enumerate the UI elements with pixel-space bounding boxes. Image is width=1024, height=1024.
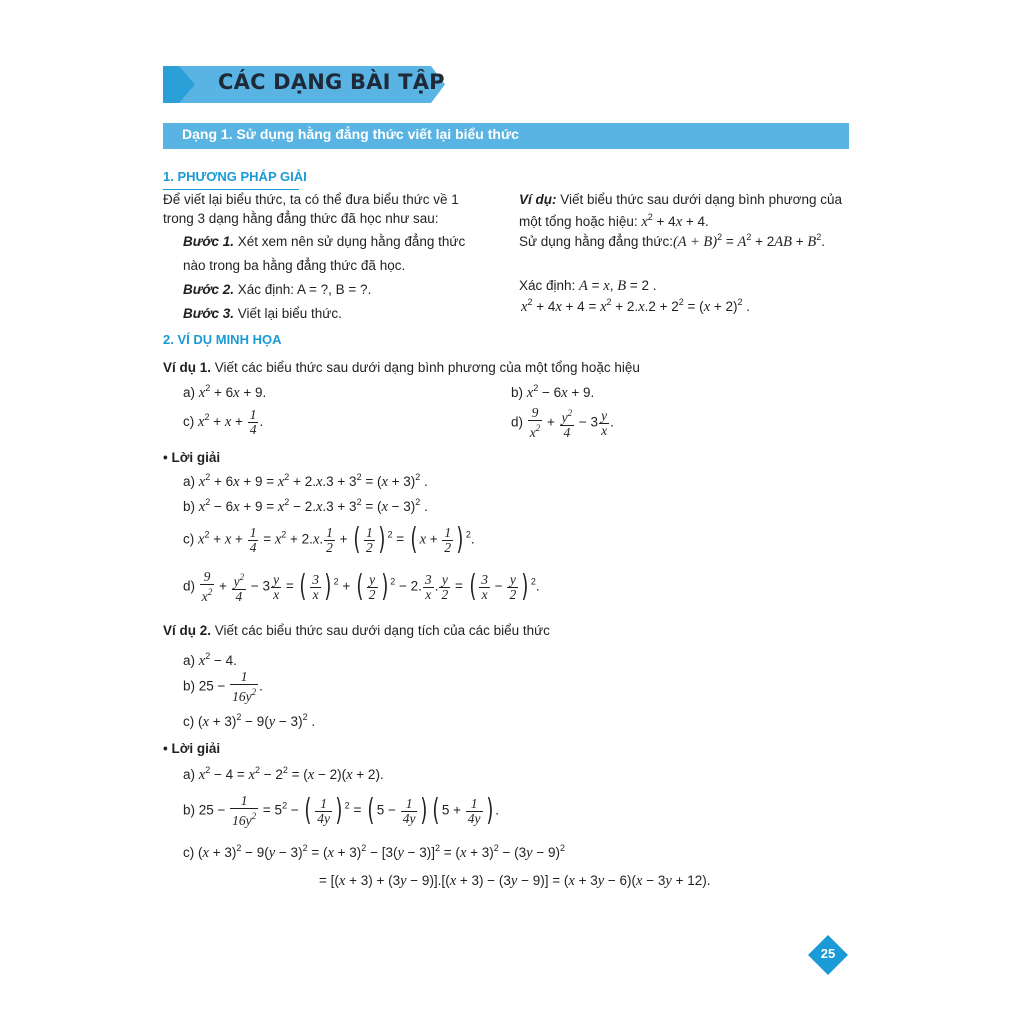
loi-giai-1: • Lời giải bbox=[163, 450, 221, 465]
sol1-d: d) $\frac{9}{x^2}$ + $\frac{y^2}{4}$ − 3 $\frac{y}{x}$ = ( $\frac{3}{x}$ ) $^2$ + ( $\frac{y}{2}$ ) $^2$ − 2. $\frac{3}{x}$ . $\frac{y}{2}$ = ( $\frac{3}{x}$ − $\frac{y}{2}$ ) $^2$. bbox=[183, 569, 540, 604]
example-line3: Sử dụng hằng đẳng thức:(A + $B)^2 = A^2 + 2AB + B^2$. bbox=[519, 232, 826, 250]
dang-title: Dạng 1. Sử dụng hằng đẳng thức viết lại biểu thức bbox=[182, 126, 519, 142]
section2-heading: 2. VÍ DỤ MINH HỌA bbox=[163, 332, 282, 347]
example-text4: Xác định: bbox=[519, 278, 580, 293]
banner-title: CÁC DẠNG BÀI TẬP bbox=[218, 70, 445, 94]
step3 bbox=[183, 306, 342, 321]
vd2-b: b) 25 − $\frac{1}{16y^2}$ . bbox=[183, 669, 263, 704]
step1-label: Bước 1. bbox=[183, 234, 234, 249]
sol2-b: b) 25 − $\frac{1}{16y^2}$ = $5^2$ − ( $\frac{1}{4y}$ ) $^2$ = ( 5 − $\frac{1}{4y}$ ) ( 5 + $\frac{1}{4y}$ ) . bbox=[183, 793, 500, 828]
vd2-c: c) $(x + 3)^2 - 9(y - 3)^2$ . bbox=[183, 712, 316, 730]
step2-text: Xác định: bbox=[233, 282, 298, 297]
vd1-text: Viết các biểu thức sau dưới dạng bình phương của một tổng hoặc hiệu bbox=[211, 360, 640, 375]
intro-line1: Để viết lại biểu thức, ta có thể đưa biểu thức về 1 bbox=[163, 192, 459, 207]
step3-label: Bước 3. bbox=[183, 306, 234, 321]
example-text3: Sử dụng hằng đẳng thức: bbox=[519, 234, 673, 249]
sol2-c2: = [(x + 3) + (3y − 9)].[(x + 3) − (3y − 9)] = (x + 3y − 6)(x − 3y + 12). bbox=[319, 873, 711, 889]
step3-text: Viết lại biểu thức. bbox=[233, 306, 342, 321]
vd1-a: a) $x^2 + 6x + 9$. bbox=[183, 383, 267, 401]
vd1-b: b) $x^2 - 6x + 9$. bbox=[511, 383, 595, 401]
page-number: 25 bbox=[820, 946, 836, 961]
sol1-b: b) $x^2 - 6x + 9 = x^2 - 2.x.3 + 3^2 = (x - 3)^2$ . bbox=[183, 497, 428, 515]
example-line4: Xác định: A = x, B = 2 . bbox=[519, 278, 657, 294]
sol2-c1: c) $(x + 3)^2 - 9(y - 3)^2 = (x + 3)^2 - [3(y - 3)]^2 = (x + 3)^2 - (3y - 9)^2$ bbox=[183, 843, 566, 861]
step1-text2: nào trong ba hằng đẳng thức đã học. bbox=[183, 258, 406, 273]
example-line1 bbox=[519, 192, 842, 207]
sol1-a: a) $x^2 + 6x + 9 = x^2 + 2.x.3 + 3^2 = (x + 3)^2$ . bbox=[183, 472, 428, 490]
vd1-c: c) $x^2 + x$ + $\frac{1}{4}$ . bbox=[183, 407, 264, 437]
vd1 bbox=[163, 360, 640, 375]
sol2-a: a) $x^2 - 4 = x^2 - 2^2 = (x - 2)(x + 2)$. bbox=[183, 765, 384, 783]
intro-line2: trong 3 dạng hằng đẳng thức đã học như sau: bbox=[163, 211, 439, 226]
step2-formula: A = ?, B = ?. bbox=[297, 282, 372, 297]
step2-label: Bước 2. bbox=[183, 282, 234, 297]
section1-heading: 1. PHƯƠNG PHÁP GIẢI bbox=[163, 169, 307, 184]
loi-giai-2: • Lời giải bbox=[163, 741, 221, 756]
vd2-label: Ví dụ 2. bbox=[163, 623, 212, 638]
vd2-a: a) $x^2 - 4$. bbox=[183, 651, 237, 669]
vd2 bbox=[163, 623, 550, 638]
example-text: Viết biểu thức sau dưới dạng bình phương của bbox=[556, 192, 843, 207]
step2 bbox=[183, 282, 371, 297]
example-line5: $x^2 + 4x + 4 = x^2 + 2.x.2 + 2^2 = (x + 2)^2$ . bbox=[521, 297, 751, 315]
example-label: Ví dụ: bbox=[519, 192, 557, 207]
heading-rule bbox=[163, 189, 299, 190]
step1 bbox=[183, 234, 465, 249]
vd2-text: Viết các biểu thức sau dưới dạng tích của các biểu thức bbox=[211, 623, 550, 638]
example-text2: một tổng hoặc hiệu: bbox=[519, 214, 642, 229]
vd1-d: d) $\frac{9}{x^2}$ + $\frac{y^2}{4}$ − 3 $\frac{y}{x}$ . bbox=[511, 405, 614, 440]
sol1-c: c) $x^2 + x$ + $\frac{1}{4}$ = $x^2 + 2.x$. $\frac{1}{2}$ + ( $\frac{1}{2}$ ) $^2$ = ( x + $\frac{1}{2}$ ) $^2$. bbox=[183, 522, 475, 557]
step1-text: Xét xem nên sử dụng hằng đẳng thức bbox=[233, 234, 466, 249]
example-line2: một tổng hoặc hiệu: $x^2 + 4x + 4$. bbox=[519, 212, 709, 230]
vd1-label: Ví dụ 1. bbox=[163, 360, 212, 375]
